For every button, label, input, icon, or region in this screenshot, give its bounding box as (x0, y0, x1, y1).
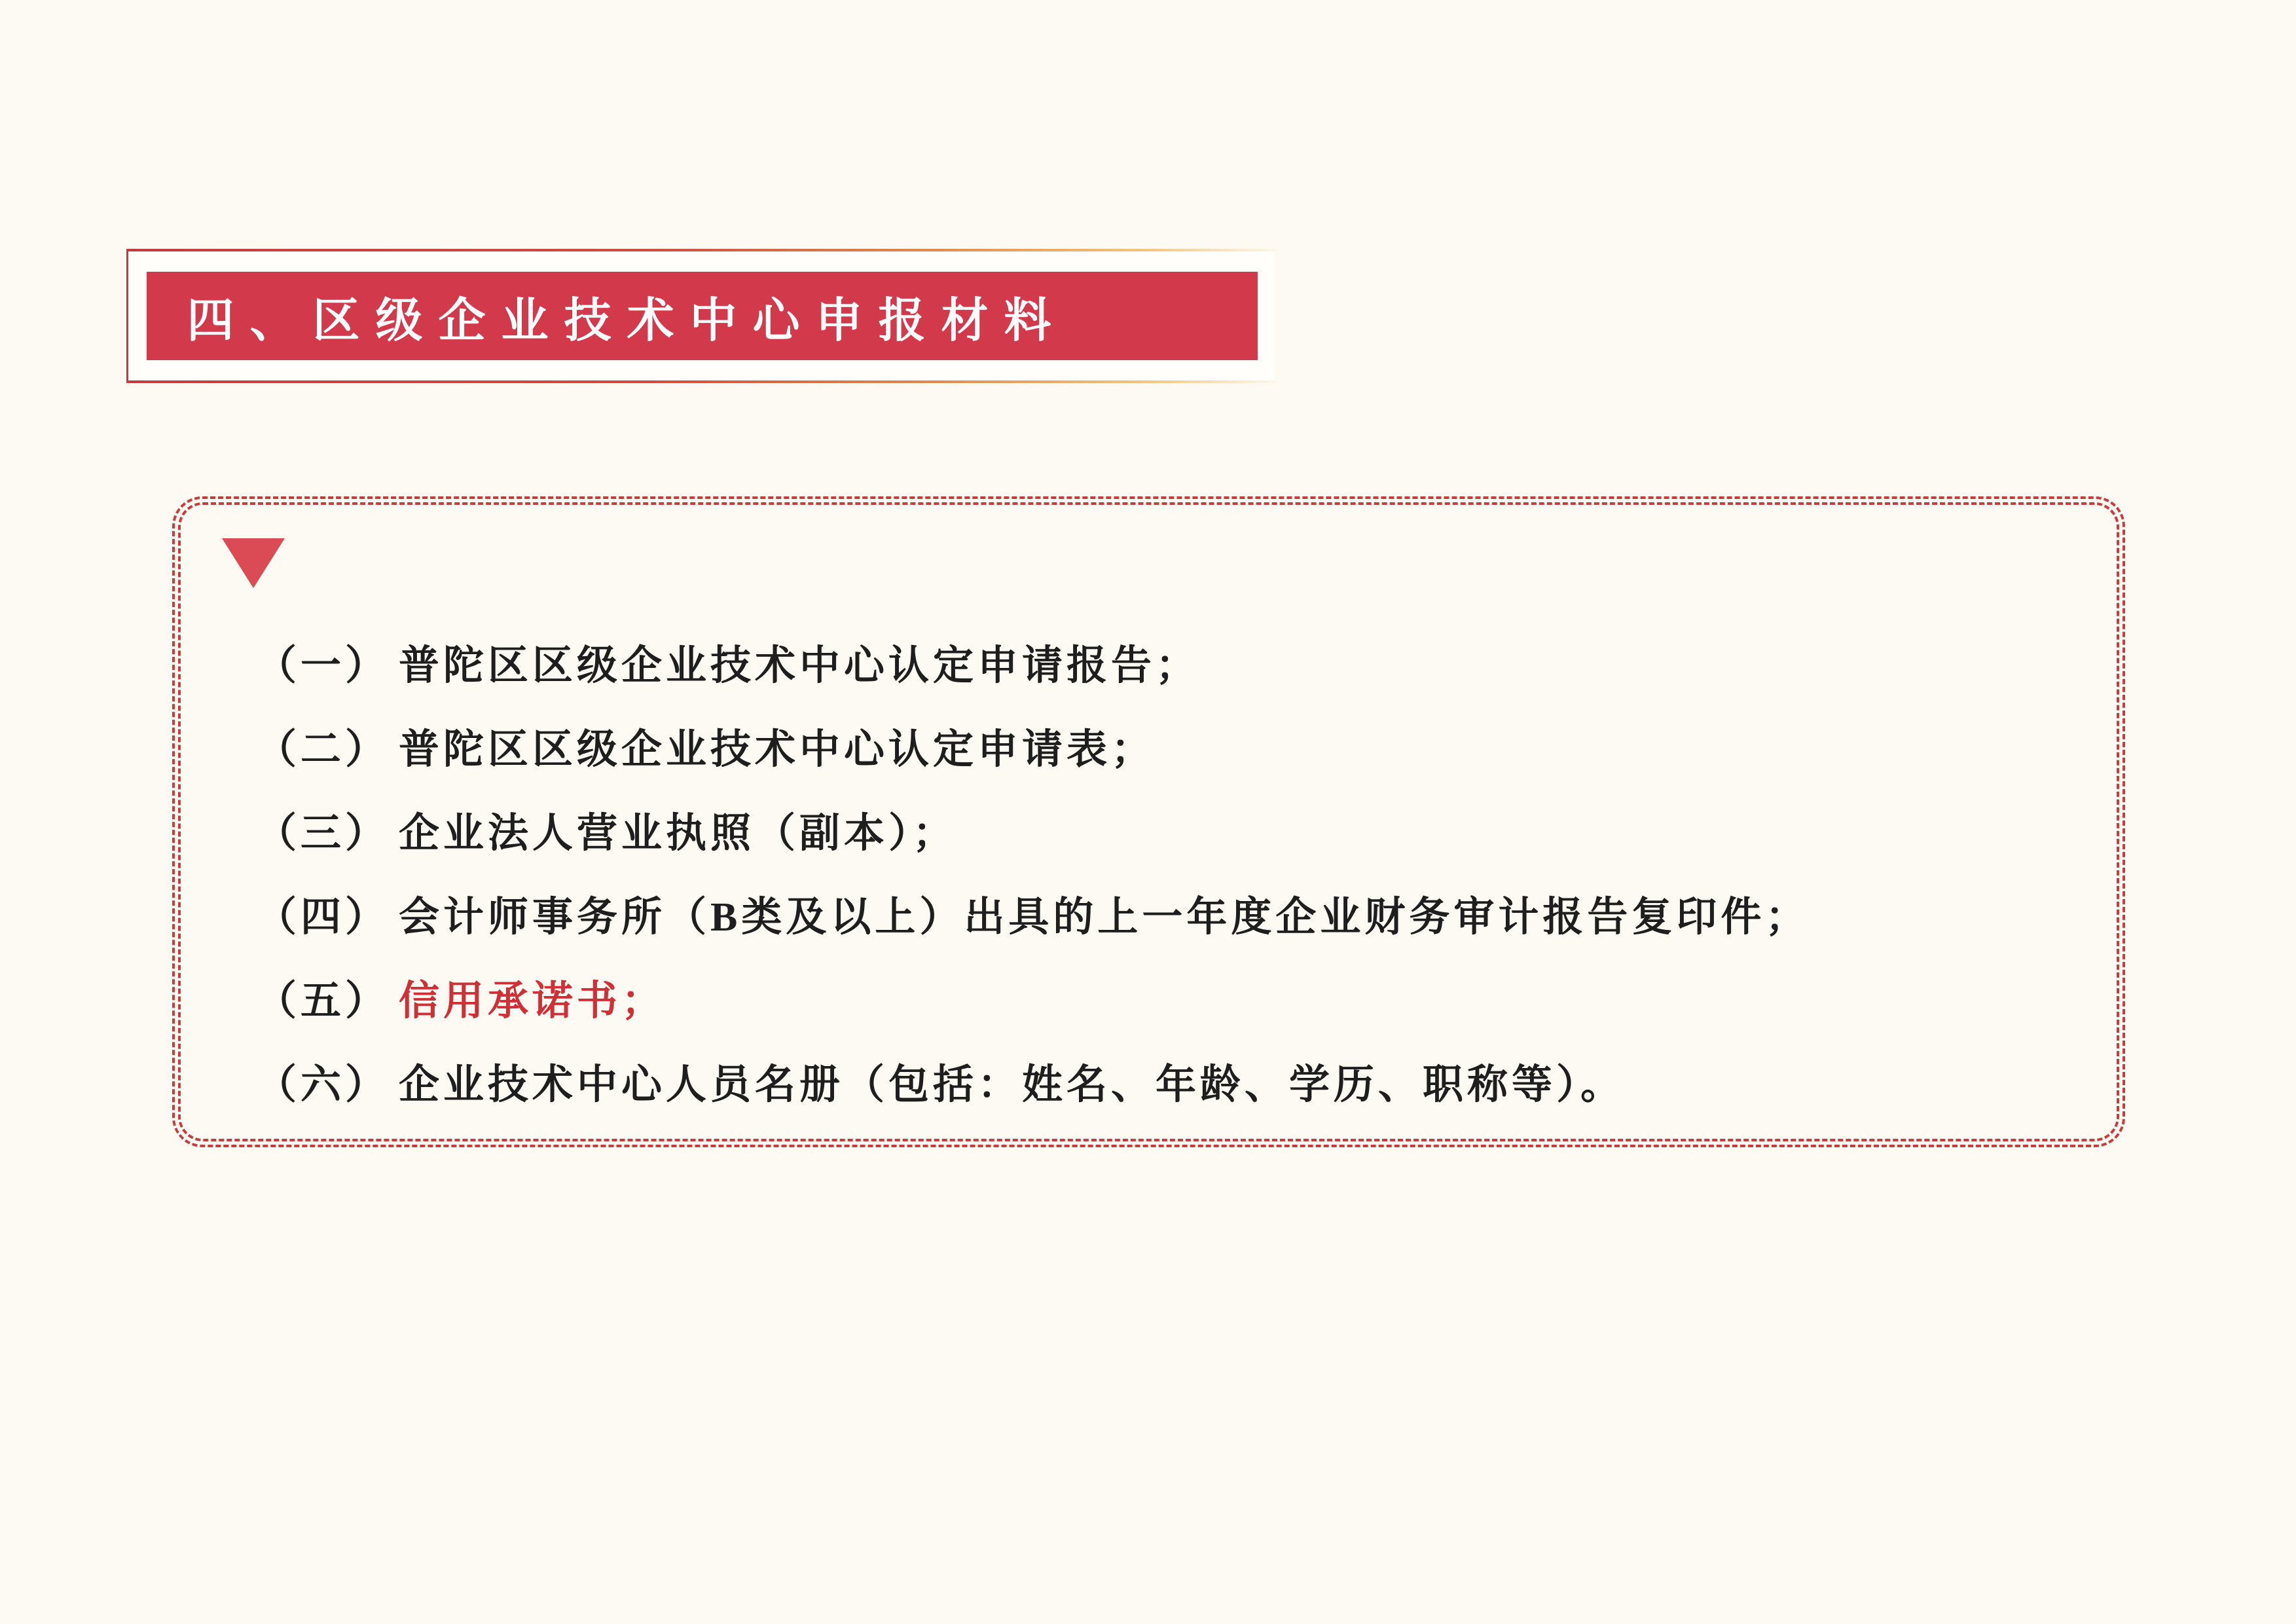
triangle-down-icon (222, 538, 285, 588)
item-number: （四） (256, 895, 390, 940)
page-title: 四、区级企业技术中心申报材料 (187, 294, 1067, 347)
item-number: （二） (256, 727, 390, 772)
title-banner (147, 272, 1258, 360)
item-number: （五） (256, 978, 390, 1024)
item-text: 会计师事务所（B类及以上）出具的上一年度企业财务审计报告复印件； (399, 895, 1810, 940)
item-number: （一） (256, 643, 390, 688)
item-number: （三） (256, 811, 390, 856)
item-text: 企业技术中心人员名册（包括：姓名、年龄、学历、职称等）。 (399, 1062, 1626, 1107)
list-item (256, 787, 1810, 871)
materials-list (256, 619, 1810, 1122)
item-text-highlighted: 信用承诺书； (399, 978, 666, 1024)
item-text: 普陀区区级企业技术中心认定申请表； (399, 727, 1156, 772)
list-item (256, 1039, 1810, 1122)
list-item (256, 703, 1810, 787)
materials-panel (172, 496, 2125, 1147)
list-item (256, 871, 1810, 955)
item-text: 普陀区区级企业技术中心认定申请报告； (399, 643, 1201, 688)
title-frame (126, 249, 1277, 383)
list-item (256, 619, 1810, 703)
list-item (256, 955, 1810, 1039)
item-number: （六） (256, 1062, 390, 1107)
item-text: 企业法人营业执照（副本）； (399, 811, 958, 856)
